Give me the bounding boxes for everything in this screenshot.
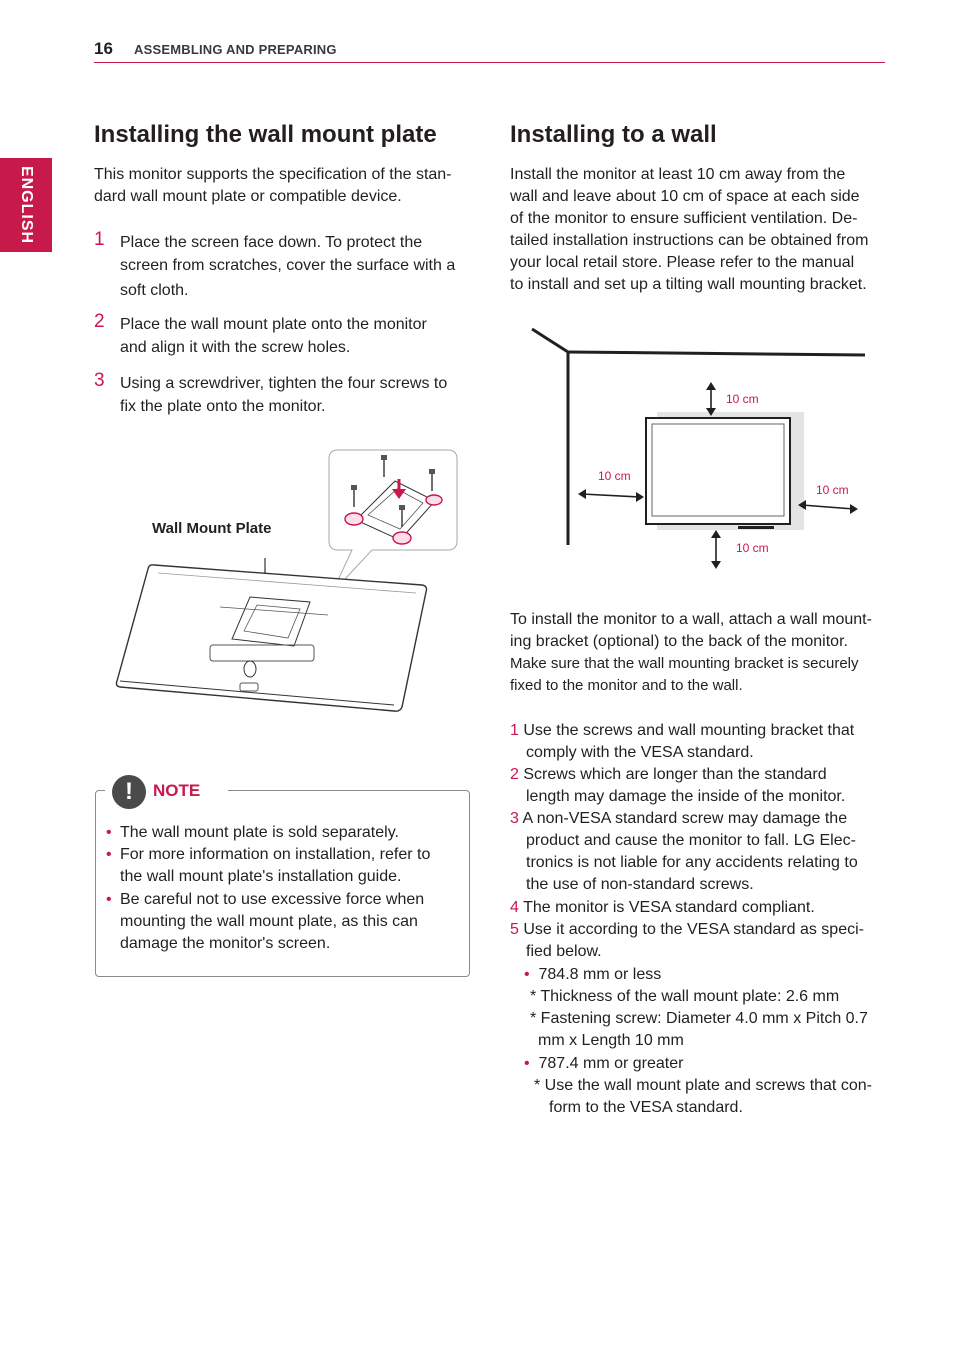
list-line: Screws which are longer than the standard — [523, 766, 827, 783]
list-line: A non-VESA standard screw may damage the — [522, 810, 848, 827]
note-line: mounting the wall mount plate, as this can — [120, 913, 418, 930]
list-line: comply with the VESA standard. — [526, 744, 754, 761]
step-line: soft cloth. — [120, 282, 189, 299]
right-intro-line: tailed installation instructions can be obtained from — [510, 232, 869, 249]
language-tab-label: ENGLISH — [18, 165, 35, 245]
para2-line: Make sure that the wall mounting bracket is securely — [510, 655, 859, 672]
step-line: Place the wall mount plate onto the monitor — [120, 316, 427, 333]
clearance-label-bottom: 10 cm — [736, 541, 769, 555]
header-rule — [94, 62, 885, 63]
clearance-label-left: 10 cm — [598, 469, 631, 483]
note-line: For more information on installation, refer to — [120, 846, 431, 863]
spec-line: mm x Length 10 mm — [538, 1032, 684, 1049]
step-line: and align it with the screw holes. — [120, 339, 351, 356]
note-title: NOTE — [153, 781, 201, 800]
para2-line: To install the monitor to a wall, attach a wall mount- — [510, 611, 872, 628]
list-line: The monitor is VESA standard compliant. — [523, 899, 815, 916]
list-line: product and cause the monitor to fall. LG Elec- — [526, 832, 856, 849]
note-line: The wall mount plate is sold separately. — [120, 824, 399, 841]
language-tab — [0, 158, 52, 252]
right-intro-line: wall and leave about 10 cm of space at each side — [510, 188, 860, 205]
spec-bullet-text: 787.4 mm or greater — [538, 1055, 684, 1072]
right-intro-line: Install the monitor at least 10 cm away from the — [510, 166, 846, 183]
vesa-list-item-3 — [510, 808, 858, 896]
vesa-list-item-2 — [510, 764, 845, 808]
wall-mount-plate-illustration — [110, 445, 470, 720]
section-header: ASSEMBLING AND PREPARING — [134, 42, 337, 57]
clearance-label-top: 10 cm — [726, 392, 759, 406]
right-intro — [510, 164, 890, 296]
list-line: Use the screws and wall mounting bracket that — [523, 722, 855, 739]
step-3 — [94, 372, 474, 420]
list-line: length may damage the inside of the monitor. — [526, 788, 846, 805]
wall-clearance-diagram — [520, 320, 880, 580]
step-number: 3 — [94, 370, 105, 391]
step-line: fix the plate onto the monitor. — [120, 398, 326, 415]
vesa-list-item-1 — [510, 720, 854, 764]
para2-line: ing bracket (optional) to the back of the monitor. — [510, 633, 848, 650]
spec-line: form to the VESA standard. — [549, 1099, 743, 1116]
note-line: damage the monitor's screen. — [120, 935, 331, 952]
clearance-label-right: 10 cm — [816, 483, 849, 497]
spec-line: * Thickness of the wall mount plate: 2.6 mm — [530, 988, 840, 1005]
bullet-icon: • — [524, 1055, 530, 1072]
left-intro-line: This monitor supports the specification of the stan- — [94, 166, 452, 183]
note-line: the wall mount plate's installation guide. — [120, 868, 402, 885]
bullet-icon: • — [524, 966, 530, 983]
spec-line: * Fastening screw: Diameter 4.0 mm x Pitch 0.7 — [530, 1010, 868, 1027]
step-2 — [94, 313, 474, 361]
para2-line: fixed to the monitor and to the wall. — [510, 677, 743, 694]
right-section-title: Installing to a wall — [510, 121, 717, 148]
spec-b — [524, 1053, 872, 1119]
right-para2 — [510, 609, 890, 697]
figure-label: Wall Mount Plate — [152, 520, 272, 537]
list-number: 2 — [510, 766, 519, 783]
list-line: fied below. — [526, 943, 602, 960]
list-number: 1 — [510, 722, 519, 739]
step-1 — [94, 231, 474, 301]
list-number: 4 — [510, 899, 519, 916]
bullet-icon: • — [106, 846, 112, 863]
spec-bullet-text: 784.8 mm or less — [538, 966, 662, 983]
spec-a — [524, 964, 868, 1052]
step-number: 1 — [94, 229, 105, 250]
left-intro-line: dard wall mount plate or compatible device. — [94, 188, 402, 205]
list-number: 5 — [510, 921, 519, 938]
list-line: the use of non-standard screws. — [526, 876, 754, 893]
step-number: 2 — [94, 311, 105, 332]
bullet-icon: • — [106, 891, 112, 908]
left-section-title: Installing the wall mount plate — [94, 121, 437, 148]
vesa-list-item-5 — [510, 919, 864, 963]
right-intro-line: of the monitor to ensure sufficient ventilation. De- — [510, 210, 858, 227]
vesa-list-item-4 — [510, 897, 815, 919]
warning-icon: ! — [112, 775, 146, 809]
right-intro-line: to install and set up a tilting wall mounting bracket. — [510, 276, 867, 293]
spec-line: * Use the wall mount plate and screws that con- — [534, 1077, 872, 1094]
left-intro — [94, 164, 474, 208]
list-number: 3 — [510, 810, 519, 827]
note-line: Be careful not to use excessive force when — [120, 891, 425, 908]
bullet-icon: • — [106, 824, 112, 841]
page-number: 16 — [94, 39, 113, 58]
step-line: Place the screen face down. To protect the — [120, 234, 423, 251]
step-line: screen from scratches, cover the surface with a — [120, 257, 456, 274]
right-intro-line: your local retail store. Please refer to the manual — [510, 254, 855, 271]
step-line: Using a screwdriver, tighten the four screws to — [120, 375, 448, 392]
list-line: Use it according to the VESA standard as speci- — [523, 921, 864, 938]
list-line: tronics is not liable for any accidents relating to — [526, 854, 858, 871]
